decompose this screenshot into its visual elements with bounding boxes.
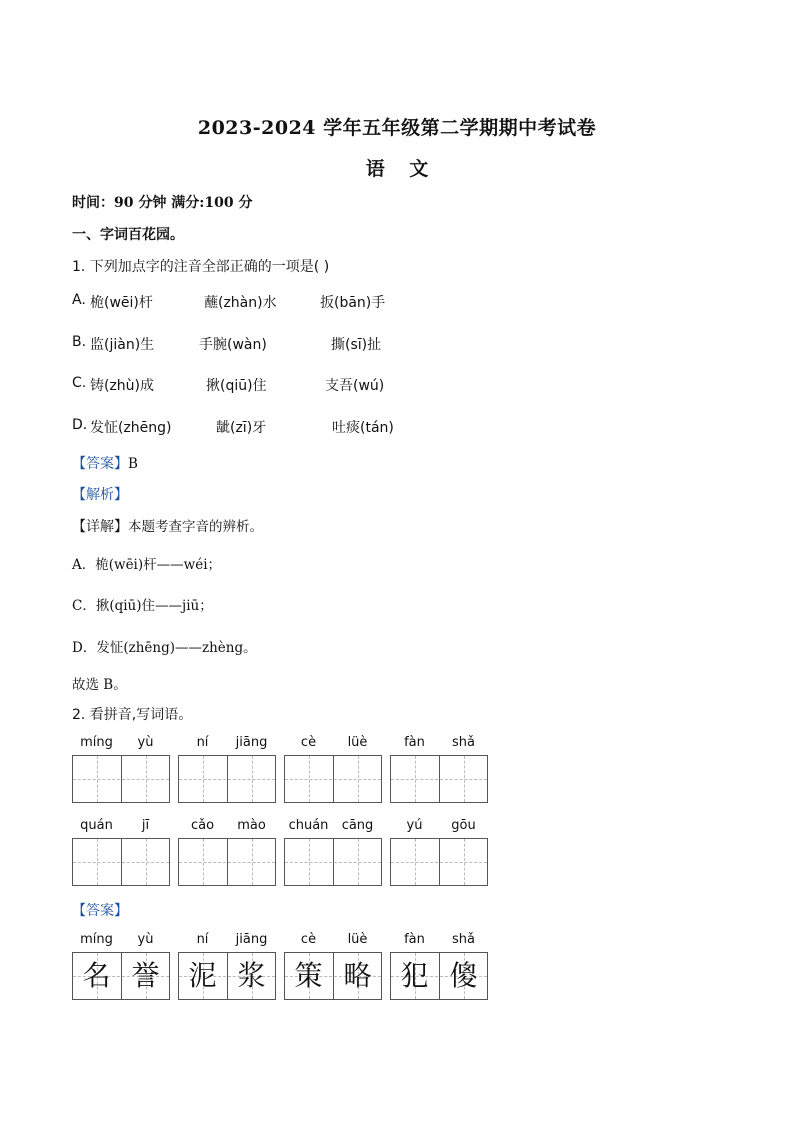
writing-box[interactable] <box>284 755 382 803</box>
answer-char: 犯 <box>400 959 429 992</box>
conclusion: 故选 B。 <box>72 677 127 693</box>
option-c <box>72 375 492 395</box>
option-item: 揪(qiū)住 <box>206 378 267 394</box>
writing-box[interactable] <box>178 755 276 803</box>
pinyin-label: jiāng <box>235 735 268 750</box>
option-item: 蘸(zhàn)水 <box>204 295 277 311</box>
pinyin-label: cǎo <box>190 818 215 833</box>
question-1-stem: 1. 下列加点字的注音全部正确的一项是( ) <box>72 259 330 275</box>
pinyin-label: ní <box>196 932 209 947</box>
detail-line <box>72 515 263 536</box>
answer-label: 【答案】 <box>72 456 128 472</box>
pinyin-label: lüè <box>347 735 368 750</box>
option-a <box>72 292 492 312</box>
answer-line <box>72 453 138 473</box>
option-item: 撕(sī)扯 <box>331 337 382 353</box>
answer-value: B <box>128 456 138 472</box>
pinyin-label: míng <box>80 932 113 947</box>
writing-box[interactable] <box>284 838 382 886</box>
explanation-d: D．发怔(zhēng)——zhèng。 <box>72 640 257 656</box>
pinyin-label: fàn <box>404 932 425 947</box>
pinyin-label: shǎ <box>452 735 475 750</box>
pinyin-label: chuán <box>288 818 329 833</box>
answer-label-2: 【答案】 <box>72 903 128 919</box>
option-item: 监(jiàn)生 <box>90 337 155 353</box>
option-b <box>72 334 492 354</box>
detail-text: 本题考查字音的辨析。 <box>128 519 263 535</box>
answer-char: 誉 <box>131 959 160 992</box>
option-item: 发怔(zhēng) <box>90 420 172 436</box>
option-d <box>72 417 492 437</box>
analysis-label: 【解析】 <box>72 487 128 503</box>
option-item: 铸(zhù)成 <box>90 378 155 394</box>
option-letter: C. <box>72 375 87 391</box>
explanation-a: A．桅(wēi)杆——wéi； <box>72 557 222 573</box>
pinyin-label: yú <box>406 818 423 833</box>
pinyin-label: jī <box>141 818 150 833</box>
option-item: 吐痰(tán) <box>332 420 394 436</box>
writing-grid-row-1 <box>72 735 492 805</box>
pinyin-label: lüè <box>347 932 368 947</box>
pinyin-label: quán <box>80 818 113 833</box>
pinyin-label: cè <box>300 735 317 750</box>
pinyin-label: ní <box>196 735 209 750</box>
section-heading: 一、字词百花园。 <box>72 227 184 243</box>
writing-box[interactable] <box>178 838 276 886</box>
pinyin-label: shǎ <box>452 932 475 947</box>
pinyin-label: cāng <box>341 818 374 833</box>
exam-meta: 时间：90 分钟 满分:100 分 <box>72 195 253 211</box>
option-item: 龇(zī)牙 <box>216 420 267 436</box>
option-letter: A. <box>72 292 86 308</box>
writing-box[interactable] <box>72 838 170 886</box>
answer-char: 浆 <box>237 959 266 992</box>
writing-box[interactable] <box>72 755 170 803</box>
option-letter: D. <box>72 417 88 433</box>
option-letter: B. <box>72 334 87 350</box>
pinyin-label: mào <box>237 818 266 833</box>
pinyin-label: yù <box>137 735 154 750</box>
pinyin-label: míng <box>80 735 113 750</box>
exam-title: 2023-2024 学年五年级第二学期期中考试卷 <box>197 117 597 139</box>
answer-char: 泥 <box>188 959 217 992</box>
question-2-stem: 2. 看拼音,写词语。 <box>72 707 193 723</box>
pinyin-label: yù <box>137 932 154 947</box>
answer-char: 名 <box>82 959 111 992</box>
writing-box[interactable] <box>390 838 488 886</box>
explanation-c: C．揪(qiū)住——jiū； <box>72 598 213 614</box>
answer-char: 策 <box>294 959 323 992</box>
pinyin-label: jiāng <box>235 932 268 947</box>
detail-label: 【详解】 <box>72 519 128 535</box>
option-item: 扳(bān)手 <box>320 295 386 311</box>
writing-grid-row-2 <box>72 818 492 888</box>
option-item: 手腕(wàn) <box>199 337 267 353</box>
option-item: 支吾(wú) <box>325 378 385 394</box>
answer-char: 傻 <box>449 959 478 992</box>
subject-title: 语 文 <box>365 158 429 180</box>
pinyin-label: gōu <box>451 818 476 833</box>
writing-box[interactable] <box>390 755 488 803</box>
option-item: 桅(wēi)杆 <box>90 295 153 311</box>
pinyin-label: cè <box>300 932 317 947</box>
pinyin-label: fàn <box>404 735 425 750</box>
answer-grid-row <box>72 932 492 1002</box>
answer-char: 略 <box>343 959 372 992</box>
